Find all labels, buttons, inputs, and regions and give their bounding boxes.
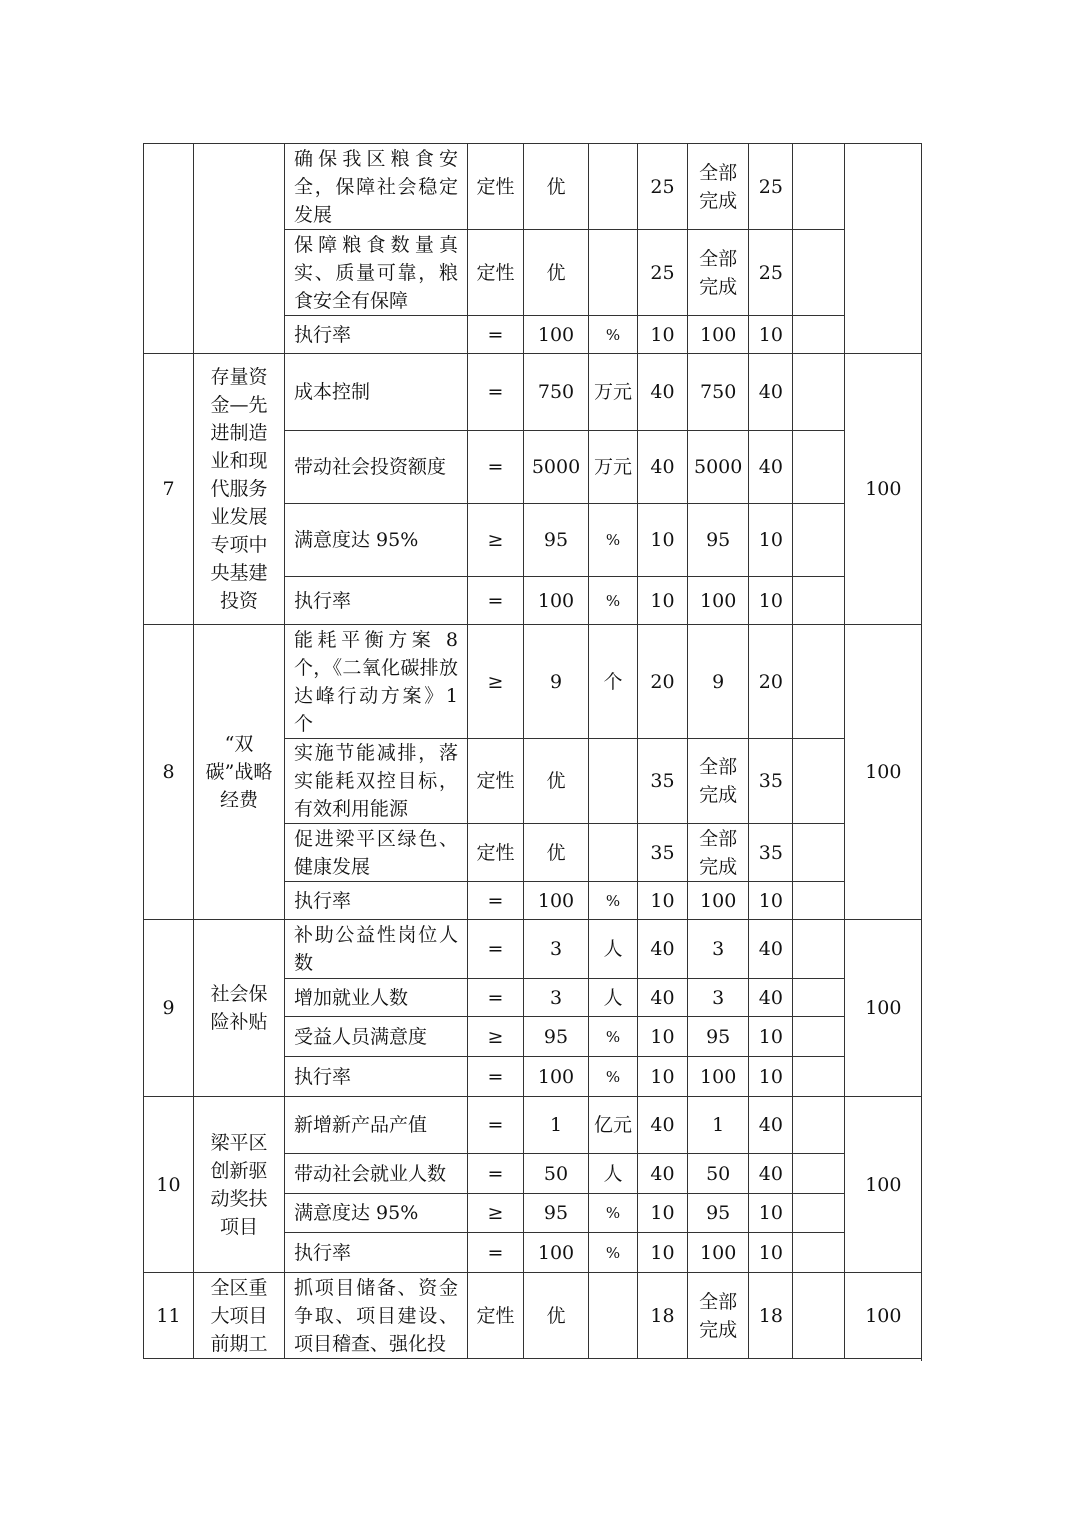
weight-cell: 40	[638, 1154, 688, 1194]
score-cell: 10	[749, 577, 793, 625]
target-cell: 1	[524, 1097, 589, 1154]
operator-cell: ≥	[468, 625, 524, 739]
weight-cell: 10	[638, 1057, 688, 1097]
unit-cell	[589, 1273, 638, 1359]
target-cell: 95	[524, 504, 589, 577]
actual-cell: 1	[688, 1097, 749, 1154]
score-cell: 40	[749, 1097, 793, 1154]
operator-cell: 定性	[468, 1273, 524, 1359]
actual-cell: 50	[688, 1154, 749, 1194]
note-cell	[793, 625, 845, 739]
total-score-cell: 100	[845, 1273, 922, 1359]
score-cell: 35	[749, 824, 793, 882]
actual-cell: 全部完成	[688, 144, 749, 230]
operator-cell: =	[468, 979, 524, 1017]
operator-cell: =	[468, 1097, 524, 1154]
target-cell: 750	[524, 354, 589, 431]
target-cell: 5000	[524, 431, 589, 504]
operator-cell: ≥	[468, 1017, 524, 1057]
operator-cell: =	[468, 316, 524, 354]
unit-cell: %	[589, 1017, 638, 1057]
unit-cell	[589, 144, 638, 230]
project-name-cell: “双碳”战略经费	[194, 625, 285, 920]
actual-cell: 全部完成	[688, 824, 749, 882]
table-row	[144, 920, 922, 979]
operator-cell: =	[468, 1233, 524, 1273]
target-cell: 100	[524, 1233, 589, 1273]
indicator-cell: 执行率	[285, 1233, 468, 1273]
weight-cell: 10	[638, 1233, 688, 1273]
actual-cell: 100	[688, 1057, 749, 1097]
note-cell	[793, 316, 845, 354]
unit-cell: %	[589, 316, 638, 354]
target-cell: 95	[524, 1017, 589, 1057]
total-score-cell: 100	[845, 1097, 922, 1273]
note-cell	[793, 354, 845, 431]
indicator-cell: 抓项目储备、资金争取、项目建设、项目稽查、强化投	[285, 1273, 468, 1359]
row-number-cell: 9	[144, 920, 194, 1097]
score-cell: 10	[749, 504, 793, 577]
indicator-cell: 确保我区粮食安全，保障社会稳定发展	[285, 144, 468, 230]
table-row	[144, 144, 922, 230]
weight-cell: 25	[638, 230, 688, 316]
score-cell: 10	[749, 1017, 793, 1057]
operator-cell: 定性	[468, 824, 524, 882]
weight-cell: 25	[638, 144, 688, 230]
operator-cell: =	[468, 577, 524, 625]
target-cell: 优	[524, 1273, 589, 1359]
actual-cell: 3	[688, 979, 749, 1017]
unit-cell: %	[589, 504, 638, 577]
target-cell: 3	[524, 979, 589, 1017]
total-score-cell: 100	[845, 354, 922, 625]
total-score-cell: 100	[845, 920, 922, 1097]
note-cell	[793, 979, 845, 1017]
indicator-cell: 执行率	[285, 577, 468, 625]
actual-cell: 100	[688, 882, 749, 920]
unit-cell: %	[589, 1233, 638, 1273]
note-cell	[793, 920, 845, 979]
note-cell	[793, 1017, 845, 1057]
target-cell: 100	[524, 577, 589, 625]
indicator-cell: 成本控制	[285, 354, 468, 431]
note-cell	[793, 504, 845, 577]
indicator-cell: 促进梁平区绿色、健康发展	[285, 824, 468, 882]
note-cell	[793, 144, 845, 230]
actual-cell: 9	[688, 625, 749, 739]
score-cell: 10	[749, 882, 793, 920]
indicator-cell: 执行率	[285, 882, 468, 920]
score-cell: 10	[749, 1057, 793, 1097]
unit-cell: 个	[589, 625, 638, 739]
operator-cell: ≥	[468, 504, 524, 577]
indicator-cell: 满意度达 95%	[285, 504, 468, 577]
target-cell: 9	[524, 625, 589, 739]
operator-cell: =	[468, 920, 524, 979]
row-number-cell: 8	[144, 625, 194, 920]
indicator-cell: 实施节能减排，落实能耗双控目标，有效利用能源	[285, 739, 468, 824]
operator-cell: =	[468, 1154, 524, 1194]
unit-cell: %	[589, 577, 638, 625]
row-number-cell: 11	[144, 1273, 194, 1359]
unit-cell: 人	[589, 920, 638, 979]
project-name-cell	[194, 144, 285, 354]
indicator-cell: 保障粮食数量真实、质量可靠，粮食安全有保障	[285, 230, 468, 316]
indicator-cell: 受益人员满意度	[285, 1017, 468, 1057]
score-cell: 25	[749, 144, 793, 230]
target-cell: 优	[524, 230, 589, 316]
actual-cell: 全部完成	[688, 230, 749, 316]
score-cell: 20	[749, 625, 793, 739]
weight-cell: 35	[638, 739, 688, 824]
table-row	[144, 1273, 922, 1359]
note-cell	[793, 1194, 845, 1233]
total-score-cell	[845, 144, 922, 354]
weight-cell: 10	[638, 316, 688, 354]
operator-cell: 定性	[468, 230, 524, 316]
weight-cell: 40	[638, 431, 688, 504]
weight-cell: 18	[638, 1273, 688, 1359]
operator-cell: ≥	[468, 1194, 524, 1233]
weight-cell: 35	[638, 824, 688, 882]
operator-cell: =	[468, 431, 524, 504]
actual-cell: 95	[688, 1017, 749, 1057]
score-cell: 40	[749, 920, 793, 979]
row-number-cell: 7	[144, 354, 194, 625]
actual-cell: 100	[688, 577, 749, 625]
weight-cell: 10	[638, 577, 688, 625]
note-cell	[793, 824, 845, 882]
target-cell: 优	[524, 824, 589, 882]
note-cell	[793, 1154, 845, 1194]
note-cell	[793, 577, 845, 625]
note-cell	[793, 431, 845, 504]
unit-cell	[589, 739, 638, 824]
indicator-cell: 满意度达 95%	[285, 1194, 468, 1233]
note-cell	[793, 230, 845, 316]
score-cell: 40	[749, 979, 793, 1017]
row-number-cell: 10	[144, 1097, 194, 1273]
unit-cell: 人	[589, 1154, 638, 1194]
total-score-cell: 100	[845, 625, 922, 920]
target-cell: 100	[524, 316, 589, 354]
weight-cell: 10	[638, 1017, 688, 1057]
target-cell: 优	[524, 144, 589, 230]
actual-cell: 5000	[688, 431, 749, 504]
unit-cell: %	[589, 882, 638, 920]
actual-cell: 750	[688, 354, 749, 431]
target-cell: 优	[524, 739, 589, 824]
unit-cell: 亿元	[589, 1097, 638, 1154]
score-cell: 25	[749, 230, 793, 316]
indicator-cell: 增加就业人数	[285, 979, 468, 1017]
actual-cell: 100	[688, 316, 749, 354]
project-name-cell: 社会保险补贴	[194, 920, 285, 1097]
project-name-cell: 全区重大项目前期工	[194, 1273, 285, 1359]
score-cell: 40	[749, 354, 793, 431]
score-cell: 10	[749, 316, 793, 354]
actual-cell: 95	[688, 504, 749, 577]
project-name-cell: 存量资金—先进制造业和现代服务业发展专项中央基建投资	[194, 354, 285, 625]
weight-cell: 40	[638, 920, 688, 979]
table-row	[144, 1097, 922, 1154]
note-cell	[793, 1057, 845, 1097]
indicator-cell: 能耗平衡方案 8个，《二氧化碳排放达峰行动方案》1个	[285, 625, 468, 739]
actual-cell: 3	[688, 920, 749, 979]
operator-cell: =	[468, 354, 524, 431]
unit-cell	[589, 230, 638, 316]
unit-cell	[589, 824, 638, 882]
weight-cell: 40	[638, 979, 688, 1017]
project-name-cell: 梁平区创新驱动奖扶项目	[194, 1097, 285, 1273]
score-cell: 10	[749, 1233, 793, 1273]
weight-cell: 10	[638, 504, 688, 577]
indicator-cell: 执行率	[285, 316, 468, 354]
target-cell: 50	[524, 1154, 589, 1194]
table-row	[144, 354, 922, 431]
actual-cell: 100	[688, 1233, 749, 1273]
indicator-cell: 补助公益性岗位人数	[285, 920, 468, 979]
weight-cell: 20	[638, 625, 688, 739]
target-cell: 95	[524, 1194, 589, 1233]
target-cell: 100	[524, 882, 589, 920]
unit-cell: %	[589, 1194, 638, 1233]
target-cell: 3	[524, 920, 589, 979]
indicator-cell: 带动社会投资额度	[285, 431, 468, 504]
indicator-cell: 新增新产品产值	[285, 1097, 468, 1154]
operator-cell: =	[468, 1057, 524, 1097]
indicator-cell: 执行率	[285, 1057, 468, 1097]
actual-cell: 95	[688, 1194, 749, 1233]
note-cell	[793, 882, 845, 920]
operator-cell: =	[468, 882, 524, 920]
weight-cell: 10	[638, 882, 688, 920]
unit-cell: 万元	[589, 354, 638, 431]
score-cell: 40	[749, 431, 793, 504]
target-cell: 100	[524, 1057, 589, 1097]
weight-cell: 10	[638, 1194, 688, 1233]
note-cell	[793, 1233, 845, 1273]
actual-cell: 全部完成	[688, 739, 749, 824]
operator-cell: 定性	[468, 144, 524, 230]
unit-cell: %	[589, 1057, 638, 1097]
score-cell: 10	[749, 1194, 793, 1233]
weight-cell: 40	[638, 354, 688, 431]
operator-cell: 定性	[468, 739, 524, 824]
weight-cell: 40	[638, 1097, 688, 1154]
score-cell: 18	[749, 1273, 793, 1359]
note-cell	[793, 739, 845, 824]
note-cell	[793, 1097, 845, 1154]
indicator-cell: 带动社会就业人数	[285, 1154, 468, 1194]
score-cell: 35	[749, 739, 793, 824]
unit-cell: 万元	[589, 431, 638, 504]
score-cell: 40	[749, 1154, 793, 1194]
table-row	[144, 625, 922, 739]
performance-evaluation-table	[143, 143, 922, 1359]
note-cell	[793, 1273, 845, 1359]
unit-cell: 人	[589, 979, 638, 1017]
actual-cell: 全部完成	[688, 1273, 749, 1359]
row-number-cell	[144, 144, 194, 354]
